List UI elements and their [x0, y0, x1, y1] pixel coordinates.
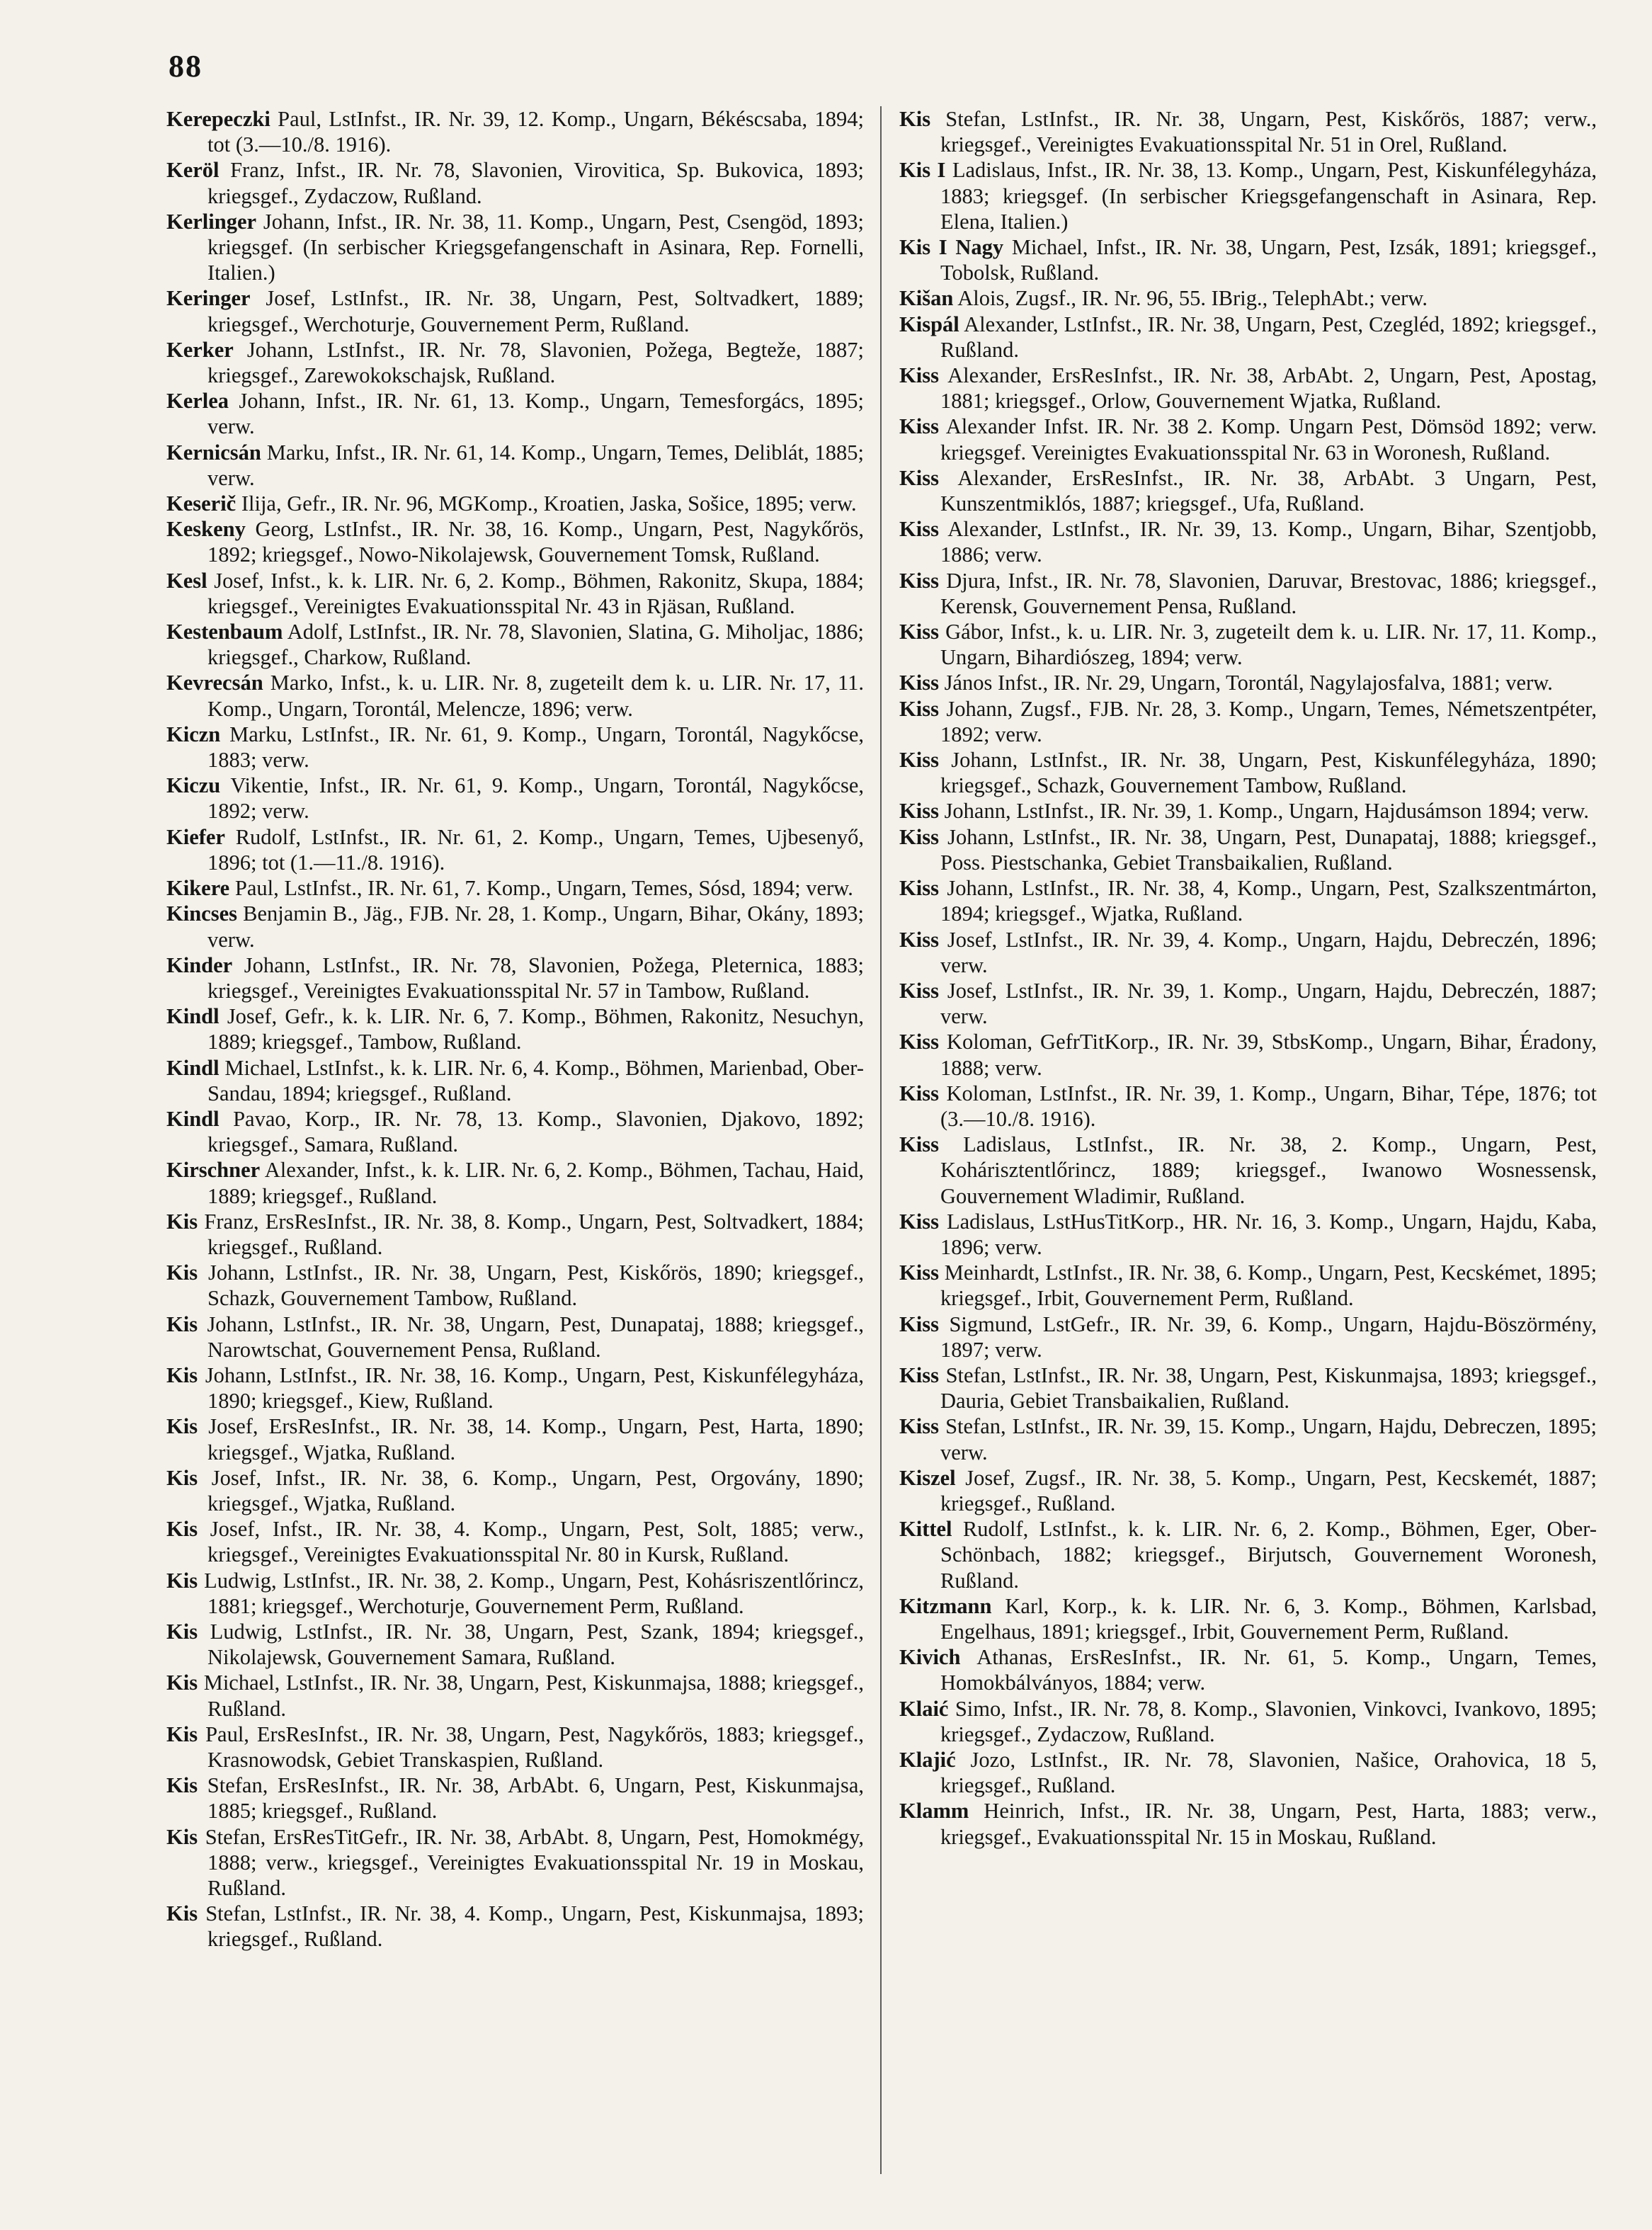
- entry-details: János Infst., IR. Nr. 29, Ungarn, Torontál, Nagylajosfalva, 1881; verw.: [938, 671, 1553, 695]
- register-entry: [166, 157, 864, 208]
- register-entry: [166, 1157, 864, 1208]
- entry-surname: Kis: [166, 1209, 198, 1234]
- entry-surname: Kis: [166, 1261, 198, 1285]
- entry-details: Marku, Infst., IR. Nr. 61, 14. Komp., Ungarn, Temes, Deliblát, 1885; verw.: [207, 440, 864, 490]
- register-entry: [166, 440, 864, 491]
- entry-surname: Kis I: [899, 158, 946, 183]
- register-entry: [166, 1003, 864, 1054]
- entry-details: Stefan, LstInfst., IR. Nr. 38, Ungarn, Pest, Kiskőrös, 1887; verw., kriegsgef., Vereinigtes Evakuationsspital Nr. 51 in Orel, Rußland.: [930, 107, 1597, 157]
- entry-surname: Kiss: [899, 1363, 939, 1387]
- entry-surname: Kiss: [899, 927, 939, 952]
- entry-details: Paul, ErsResInfst., IR. Nr. 38, Ungarn, Pest, Nagykőrös, 1883; kriegsgef., Krasnowodsk, Gebiet Transkaspien, Rußland.: [198, 1722, 864, 1772]
- register-entry: [166, 952, 864, 1003]
- entry-details: Johann, LstInfst., IR. Nr. 38, 16. Komp., Ungarn, Pest, Kiskunfélegyháza, 1890; kriegsgef., Kiew, Rußland.: [198, 1363, 864, 1413]
- register-entry: [899, 978, 1597, 1029]
- entry-surname: Kis: [166, 1568, 198, 1593]
- entry-details: Johann, LstInfst., IR. Nr. 38, Ungarn, Pest, Kiskőrös, 1890; kriegsgef., Schazk, Gouvernement Tambow, Rußland.: [198, 1261, 864, 1311]
- entry-details: Alexander, Infst., k. k. LIR. Nr. 6, 2. Komp., Böhmen, Tachau, Haid, 1889; kriegsgef., Rußland.: [207, 1158, 864, 1208]
- entry-surname: Kiszel: [899, 1465, 956, 1490]
- entry-surname: Kiss: [899, 1030, 939, 1054]
- register-entry: [899, 1029, 1597, 1080]
- register-entry: [899, 516, 1597, 567]
- entry-surname: Kiss: [899, 978, 939, 1003]
- entry-surname: Kevrecsán: [166, 671, 263, 695]
- entry-details: Koloman, LstInfst., IR. Nr. 39, 1. Komp., Ungarn, Bihar, Tépe, 1876; tot (3.—10./8. 1916).: [938, 1081, 1597, 1131]
- register-entry: [899, 465, 1597, 516]
- entry-details: Benjamin B., Jäg., FJB. Nr. 28, 1. Komp., Ungarn, Bihar, Okány, 1893; verw.: [207, 901, 864, 952]
- register-entry: [166, 670, 864, 721]
- register-entry: [899, 1363, 1597, 1413]
- entry-surname: Kiss: [899, 517, 939, 542]
- entry-details: Gábor, Infst., k. u. LIR. Nr. 3, zugeteilt dem k. u. LIR. Nr. 17, 11. Komp., Ungarn, Bihardiószeg, 1894; verw.: [938, 620, 1597, 670]
- entry-surname: Kirschner: [166, 1158, 261, 1183]
- entry-details: Alexander, LstInfst., IR. Nr. 39, 13. Komp., Ungarn, Bihar, Szentjobb, 1886; verw.: [938, 517, 1597, 567]
- entry-surname: Kindl: [166, 1055, 220, 1080]
- entry-surname: Kiss: [899, 876, 939, 901]
- entry-details: Johann, LstInfst., IR. Nr. 39, 1. Komp., Ungarn, Hajdusámson 1894; verw.: [938, 799, 1589, 824]
- entry-details: Josef, LstInfst., IR. Nr. 39, 1. Komp., Ungarn, Hajdu, Debreczén, 1887; verw.: [938, 978, 1597, 1029]
- entry-details: Athanas, ErsResInfst., IR. Nr. 61, 5. Komp., Ungarn, Temes, Homokbálványos, 1884; verw.: [940, 1645, 1597, 1695]
- register-entry: [899, 798, 1597, 824]
- entry-surname: Kiss: [899, 824, 939, 849]
- register-entry: [899, 106, 1597, 157]
- entry-surname: Keringer: [166, 286, 251, 311]
- entry-details: Stefan, ErsResInfst., IR. Nr. 38, ArbAbt. 6, Ungarn, Pest, Kiskunmajsa, 1885; kriegsgef., Rußland.: [198, 1773, 864, 1824]
- entry-surname: Kis: [899, 107, 931, 131]
- entry-details: Adolf, LstInfst., IR. Nr. 78, Slavonien, Slatina, G. Miholjac, 1886; kriegsgef., Charkow, Rußland.: [207, 620, 864, 670]
- entry-details: Johann, Infst., IR. Nr. 61, 13. Komp., Ungarn, Temesforgács, 1895; verw.: [207, 389, 864, 439]
- register-entry: [166, 1568, 864, 1619]
- entry-details: Paul, LstInfst., IR. Nr. 61, 7. Komp., Ungarn, Temes, Sósd, 1894; verw.: [229, 876, 853, 901]
- register-entry: [899, 414, 1597, 465]
- register-entry: [166, 1312, 864, 1363]
- entry-details: Johann, LstInfst., IR. Nr. 38, Ungarn, Pest, Dunapataj, 1888; kriegsgef., Poss. Piestschanka, Gebiet Transbaikalien, Rußland.: [938, 824, 1597, 875]
- entry-surname: Kiss: [899, 363, 939, 388]
- register-entry: [166, 1901, 864, 1952]
- entry-details: Ladislaus, Infst., IR. Nr. 38, 13. Komp., Ungarn, Pest, Kiskunfélegyháza, 1883; kriegsgef. (In serbischer Kriegsgefangenschaft in Asinara, Rep. Elena, Italien.): [940, 158, 1597, 234]
- entry-details: Georg, LstInfst., IR. Nr. 38, 16. Komp., Ungarn, Pest, Nagykőrös, 1892; kriegsgef., Nowo-Nikolajewsk, Gouvernement Tomsk, Rußland.: [207, 517, 864, 567]
- register-entry: [166, 388, 864, 439]
- entry-details: Josef, LstInfst., IR. Nr. 39, 4. Komp., Ungarn, Hajdu, Debreczén, 1896; verw.: [938, 927, 1597, 977]
- register-entry: [166, 1055, 864, 1106]
- entry-surname: Kiss: [899, 465, 939, 490]
- entry-details: Josef, Infst., IR. Nr. 38, 6. Komp., Ungarn, Pest, Orgovány, 1890; kriegsgef., Wjatka, Rußland.: [198, 1465, 864, 1515]
- register-entry: [166, 209, 864, 286]
- entry-surname: Klaić: [899, 1696, 949, 1721]
- entry-details: Stefan, LstInfst., IR. Nr. 38, Ungarn, Pest, Kiskunmajsa, 1893; kriegsgef., Dauria, Gebiet Transbaikalien, Rußland.: [938, 1363, 1597, 1413]
- column-divider: [880, 106, 882, 2174]
- entry-surname: Kernicsán: [166, 440, 261, 465]
- entry-surname: Kiss: [899, 799, 939, 824]
- entry-surname: Kiss: [899, 1081, 939, 1105]
- register-entry: [899, 1798, 1597, 1849]
- entry-details: Koloman, GefrTitKorp., IR. Nr. 39, StbsKomp., Ungarn, Bihar, Éradony, 1888; verw.: [938, 1030, 1597, 1080]
- register-entry: [899, 670, 1597, 695]
- register-entry: [166, 773, 864, 824]
- entry-surname: Kiss: [899, 1414, 939, 1439]
- register-entry: [166, 516, 864, 567]
- entry-details: Karl, Korp., k. k. LIR. Nr. 6, 3. Komp., Böhmen, Karlsbad, Engelhaus, 1891; kriegsgef., Irbit, Gouvernement Perm, Rußland.: [940, 1593, 1597, 1644]
- entry-surname: Kispál: [899, 312, 959, 336]
- entry-details: Alois, Zugsf., IR. Nr. 96, 55. IBrig., TelephAbt.; verw.: [953, 286, 1428, 311]
- entry-details: Stefan, LstInfst., IR. Nr. 38, 4. Komp., Ungarn, Pest, Kiskunmajsa, 1893; kriegsgef., Rußland.: [198, 1901, 864, 1952]
- entry-surname: Kiczu: [166, 773, 221, 798]
- register-entry: [899, 1132, 1597, 1209]
- entry-details: Jozo, LstInfst., IR. Nr. 78, Slavonien, Našice, Orahovica, 18 5, kriegsgef., Rußland.: [940, 1748, 1597, 1798]
- register-entry: [899, 568, 1597, 619]
- register-entry: [899, 1465, 1597, 1516]
- entry-surname: Kiss: [899, 1132, 939, 1157]
- entry-details: Josef, Infst., k. k. LIR. Nr. 6, 2. Komp., Böhmen, Rakonitz, Skupa, 1884; kriegsgef., Vereinigtes Evakuationsspital Nr. 43 in Rjäsan, Rußland.: [207, 568, 864, 618]
- entry-surname: Kiefer: [166, 824, 225, 849]
- entry-surname: Kis: [166, 1722, 198, 1746]
- register-entry: [899, 1413, 1597, 1464]
- entry-surname: Kitzmann: [899, 1593, 992, 1618]
- entry-surname: Kis: [166, 1312, 198, 1336]
- entry-surname: Kiss: [899, 620, 939, 644]
- register-entry: [166, 1516, 864, 1567]
- register-entry: [899, 1696, 1597, 1747]
- register-entry: [899, 1260, 1597, 1311]
- entry-surname: Kis: [166, 1414, 198, 1439]
- register-entry: [899, 747, 1597, 798]
- register-entry: [899, 875, 1597, 926]
- entry-details: Stefan, LstInfst., IR. Nr. 39, 15. Komp., Ungarn, Hajdu, Debreczen, 1895; verw.: [938, 1414, 1597, 1464]
- register-entry: [166, 1465, 864, 1516]
- entry-surname: Kerlinger: [166, 209, 257, 234]
- entry-details: Meinhardt, LstInfst., IR. Nr. 38, 6. Komp., Ungarn, Pest, Kecskémet, 1895; kriegsgef., Irbit, Gouvernement Perm, Rußland.: [938, 1261, 1597, 1311]
- entry-details: Rudolf, LstInfst., k. k. LIR. Nr. 6, 2. Komp., Böhmen, Eger, Ober-Schönbach, 1882; kriegsgef., Birjutsch, Gouvernement Woronesh, Rußland.: [940, 1517, 1597, 1593]
- register-entry: [899, 1516, 1597, 1593]
- entry-surname: Kis I Nagy: [899, 235, 1004, 260]
- entry-details: Simo, Infst., IR. Nr. 78, 8. Komp., Slavonien, Vinkovci, Ivankovo, 1895; kriegsgef., Zydaczow, Rußland.: [940, 1696, 1597, 1746]
- entry-details: Stefan, ErsResTitGefr., IR. Nr. 38, ArbAbt. 8, Ungarn, Pest, Homokmégy, 1888; verw., kriegsgef., Vereinigtes Evakuationsspital Nr. 19 in Moskau, Rußland.: [198, 1824, 864, 1901]
- entry-details: Paul, LstInfst., IR. Nr. 39, 12. Komp., Ungarn, Békéscsaba, 1894; tot (3.—10./8. 1916).: [207, 107, 864, 157]
- entry-details: Ladislaus, LstHusTitKorp., HR. Nr. 16, 3. Komp., Ungarn, Hajdu, Kaba, 1896; verw.: [938, 1209, 1597, 1259]
- right-column: [899, 106, 1597, 1850]
- register-entry: [899, 157, 1597, 234]
- register-entry: [166, 875, 864, 901]
- register-entry: [166, 106, 864, 157]
- entry-details: Franz, ErsResInfst., IR. Nr. 38, 8. Komp., Ungarn, Pest, Soltvadkert, 1884; kriegsgef., Rußland.: [198, 1209, 864, 1259]
- entry-surname: Klajić: [899, 1748, 956, 1772]
- entry-details: Marko, Infst., k. u. LIR. Nr. 8, zugeteilt dem k. u. LIR. Nr. 17, 11. Komp., Ungarn, Torontál, Melencze, 1896; verw.: [207, 671, 864, 721]
- entry-details: Johann, LstInfst., IR. Nr. 38, 4, Komp., Ungarn, Pest, Szalkszentmárton, 1894; kriegsgef., Wjatka, Rußland.: [938, 876, 1597, 926]
- entry-details: Johann, LstInfst., IR. Nr. 78, Slavonien, Požega, Begteže, 1887; kriegsgef., Zarewokokschajsk, Rußland.: [207, 337, 864, 388]
- entry-surname: Klamm: [899, 1799, 969, 1824]
- entry-details: Josef, ErsResInfst., IR. Nr. 38, 14. Komp., Ungarn, Pest, Harta, 1890; kriegsgef., Wjatka, Rußland.: [198, 1414, 864, 1464]
- register-entry: [899, 1312, 1597, 1363]
- entry-surname: Kiss: [899, 1209, 939, 1234]
- entry-details: Johann, LstInfst., IR. Nr. 38, Ungarn, Pest, Kiskunfélegyháza, 1890; kriegsgef., Schazk, Gouvernement Tambow, Rußland.: [938, 748, 1597, 798]
- register-entry: [899, 696, 1597, 747]
- entry-surname: Kiss: [899, 1312, 939, 1336]
- entry-details: Ilija, Gefr., IR. Nr. 96, MGKomp., Kroatien, Jaska, Sošice, 1895; verw.: [236, 491, 857, 516]
- entry-surname: Kis: [166, 1517, 198, 1542]
- register-entry: [899, 927, 1597, 978]
- entry-details: Pavao, Korp., IR. Nr. 78, 13. Komp., Slavonien, Djakovo, 1892; kriegsgef., Samara, Rußland.: [207, 1106, 864, 1157]
- entry-surname: Kittel: [899, 1517, 952, 1542]
- register-entry: [166, 1824, 864, 1901]
- register-entry: [166, 337, 864, 388]
- entry-details: Djura, Infst., IR. Nr. 78, Slavonien, Daruvar, Brestovac, 1886; kriegsgef., Kerensk, Gouvernement Pensa, Rußland.: [938, 568, 1597, 618]
- entry-surname: Kindl: [166, 1004, 220, 1029]
- entry-details: Ladislaus, LstInfst., IR. Nr. 38, 2. Komp., Ungarn, Pest, Kohárisztentlőrincz, 1889; kriegsgef., Iwanowo Wosnessensk, Gouvernement Wladimir, Rußland.: [938, 1132, 1597, 1208]
- register-entry: [166, 901, 864, 952]
- register-entry: [166, 619, 864, 670]
- entry-details: Alexander Infst. IR. Nr. 38 2. Komp. Ungarn Pest, Dömsöd 1892; verw. kriegsgef. Vereinigtes Evakuationsspital Nr. 63 in Woronesh, Rußland.: [938, 414, 1597, 465]
- entry-details: Alexander, ErsResInfst., IR. Nr. 38, ArbAbt. 2, Ungarn, Pest, Apostag, 1881; kriegsgef., Orlow, Gouvernement Wjatka, Rußland.: [938, 363, 1597, 414]
- entry-details: Johann, Zugsf., FJB. Nr. 28, 3. Komp., Ungarn, Temes, Németszentpéter, 1892; verw.: [938, 696, 1597, 746]
- entry-details: Michael, LstInfst., IR. Nr. 38, Ungarn, Pest, Kiskunmajsa, 1888; kriegsgef., Rußland.: [198, 1671, 864, 1721]
- entry-details: Ludwig, LstInfst., IR. Nr. 38, 2. Komp., Ungarn, Pest, Kohásriszentlőrincz, 1881; kriegsgef., Werchoturje, Gouvernement Perm, Rußland.: [198, 1568, 864, 1618]
- register-entry: [899, 234, 1597, 285]
- entry-details: Alexander, LstInfst., IR. Nr. 38, Ungarn, Pest, Czegléd, 1892; kriegsgef., Rußland.: [940, 312, 1597, 362]
- entry-surname: Kis: [166, 1619, 198, 1644]
- entry-surname: Kinder: [166, 952, 233, 977]
- entry-surname: Kesl: [166, 568, 207, 593]
- register-entry: [899, 824, 1597, 875]
- register-entry: [899, 363, 1597, 414]
- register-entry: [899, 285, 1597, 311]
- entry-surname: Kiss: [899, 414, 939, 439]
- register-entry: [166, 824, 864, 875]
- register-entry: [166, 1209, 864, 1260]
- entry-details: Johann, LstInfst., IR. Nr. 78, Slavonien, Požega, Pleternica, 1883; kriegsgef., Vereinigtes Evakuationsspital Nr. 57 in Tambow, Rußland.: [207, 952, 864, 1003]
- entry-surname: Kerepeczki: [166, 107, 270, 131]
- entry-surname: Kiczn: [166, 722, 221, 746]
- entry-surname: Kis: [166, 1671, 198, 1695]
- register-entry: [899, 619, 1597, 670]
- entry-surname: Kiss: [899, 696, 939, 721]
- entry-details: Ludwig, LstInfst., IR. Nr. 38, Ungarn, Pest, Szank, 1894; kriegsgef., Nikolajewsk, Gouvernement Samara, Rußland.: [198, 1619, 864, 1670]
- entry-details: Sigmund, LstGefr., IR. Nr. 39, 6. Komp., Ungarn, Hajdu-Böszörmény, 1897; verw.: [938, 1312, 1597, 1362]
- entry-surname: Kis: [166, 1773, 198, 1798]
- left-column: [166, 106, 864, 1952]
- register-entry: [166, 1106, 864, 1157]
- entry-surname: Kikere: [166, 876, 230, 901]
- entry-surname: Kis: [166, 1901, 198, 1926]
- entry-surname: Kerlea: [166, 389, 229, 414]
- entry-details: Michael, LstInfst., k. k. LIR. Nr. 6, 4. Komp., Böhmen, Marienbad, Ober-Sandau, 1894; kriegsgef., Rußland.: [207, 1055, 864, 1105]
- entry-details: Rudolf, LstInfst., IR. Nr. 61, 2. Komp., Ungarn, Temes, Ujbesenyő, 1896; tot (1.—11./8. 1916).: [207, 824, 864, 875]
- entry-details: Marku, LstInfst., IR. Nr. 61, 9. Komp., Ungarn, Torontál, Nagykőcse, 1883; verw.: [207, 722, 864, 773]
- register-entry: [899, 1081, 1597, 1132]
- entry-details: Johann, LstInfst., IR. Nr. 38, Ungarn, Pest, Dunapataj, 1888; kriegsgef., Narowtschat, Gouvernement Pensa, Rußland.: [198, 1312, 864, 1362]
- entry-surname: Kincses: [166, 901, 237, 926]
- entry-surname: Keserič: [166, 491, 237, 516]
- register-entry: [899, 312, 1597, 363]
- register-entry: [899, 1209, 1597, 1260]
- entry-surname: Kerker: [166, 337, 234, 362]
- register-entry: [166, 1670, 864, 1721]
- entry-surname: Kis: [166, 1465, 198, 1490]
- entry-details: Michael, Infst., IR. Nr. 38, Ungarn, Pest, Izsák, 1891; kriegsgef., Tobolsk, Rußland.: [940, 235, 1597, 285]
- entry-details: Josef, Gefr., k. k. LIR. Nr. 6, 7. Komp., Böhmen, Rakonitz, Nesuchyn, 1889; kriegsgef., Tambow, Rußland.: [207, 1004, 864, 1054]
- register-entry: [166, 568, 864, 619]
- entry-details: Johann, Infst., IR. Nr. 38, 11. Komp., Ungarn, Pest, Csengöd, 1893; kriegsgef. (In serbischer Kriegsgefangenschaft in Asinara, Rep. Fornelli, Italien.): [207, 209, 864, 285]
- entry-surname: Kišan: [899, 286, 954, 311]
- register-entry: [899, 1593, 1597, 1644]
- entry-details: Josef, Infst., IR. Nr. 38, 4. Komp., Ungarn, Pest, Solt, 1885; verw., kriegsgef., Vereinigtes Evakuationsspital Nr. 80 in Kursk, Rußland.: [198, 1517, 864, 1567]
- register-entry: [166, 1413, 864, 1464]
- entry-details: Josef, LstInfst., IR. Nr. 38, Ungarn, Pest, Soltvadkert, 1889; kriegsgef., Werchoturje, Gouvernement Perm, Rußland.: [207, 286, 864, 336]
- entry-details: Alexander, ErsResInfst., IR. Nr. 38, ArbAbt. 3 Ungarn, Pest, Kunszentmiklós, 1887; kriegsgef., Ufa, Rußland.: [938, 465, 1597, 516]
- register-entry: [166, 1260, 864, 1311]
- entry-surname: Keskeny: [166, 517, 246, 542]
- entry-surname: Keröl: [166, 158, 220, 183]
- entry-details: Josef, Zugsf., IR. Nr. 38, 5. Komp., Ungarn, Pest, Kecskemét, 1887; kriegsgef., Rußland.: [940, 1465, 1597, 1515]
- register-entry: [166, 1773, 864, 1824]
- entry-surname: Kindl: [166, 1106, 220, 1131]
- entry-surname: Kiss: [899, 671, 939, 695]
- register-entry: [166, 1363, 864, 1413]
- entry-details: Franz, Infst., IR. Nr. 78, Slavonien, Virovitica, Sp. Bukovica, 1893; kriegsgef., Zydaczow, Rußland.: [207, 158, 864, 208]
- entry-surname: Kiss: [899, 568, 939, 593]
- entry-surname: Kestenbaum: [166, 620, 283, 644]
- entry-surname: Kiss: [899, 748, 939, 773]
- entry-surname: Kivich: [899, 1645, 961, 1670]
- page-number: 88: [169, 49, 203, 84]
- entry-details: Vikentie, Infst., IR. Nr. 61, 9. Komp., Ungarn, Torontál, Nagykőcse, 1892; verw.: [207, 773, 864, 824]
- register-entry: [166, 722, 864, 773]
- entry-surname: Kis: [166, 1824, 198, 1849]
- entry-surname: Kiss: [899, 1261, 939, 1285]
- register-entry: [166, 1619, 864, 1670]
- entry-surname: Kis: [166, 1363, 198, 1387]
- register-entry: [899, 1644, 1597, 1695]
- register-entry: [166, 491, 864, 516]
- register-entry: [166, 1722, 864, 1773]
- entry-details: Heinrich, Infst., IR. Nr. 38, Ungarn, Pest, Harta, 1883; verw., kriegsgef., Evakuationsspital Nr. 15 in Moskau, Rußland.: [940, 1799, 1597, 1849]
- register-entry: [166, 285, 864, 336]
- register-entry: [899, 1747, 1597, 1798]
